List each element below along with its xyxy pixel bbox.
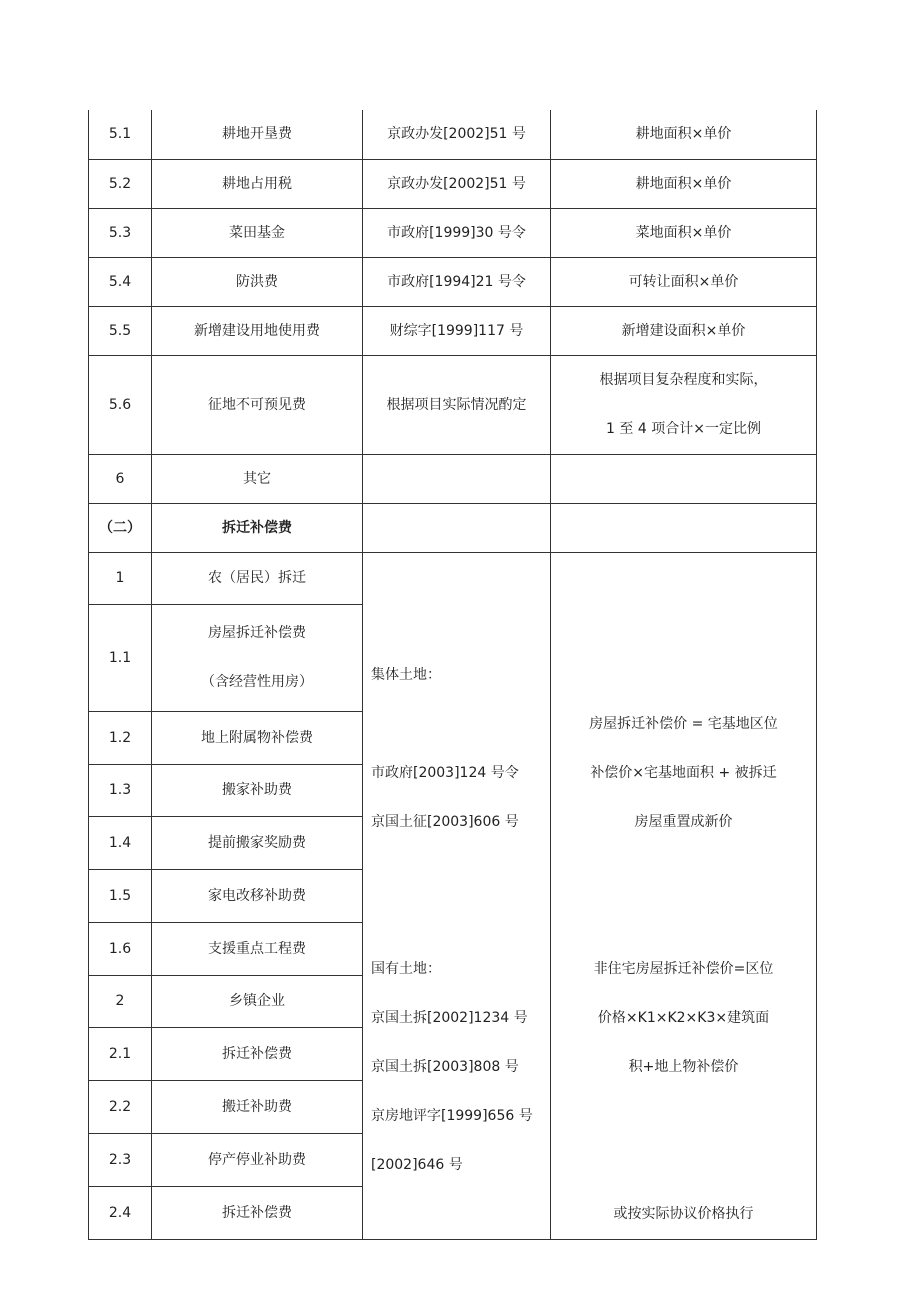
row-number: 5.5 (89, 306, 152, 355)
row-number: 6 (89, 454, 152, 503)
row-number: 1.1 (89, 605, 152, 712)
method-line: 价格×K1×K2×K3×建筑面 (597, 1009, 770, 1026)
basis-line: 京房地评字[1999]656 号 (371, 1107, 533, 1124)
table-row (89, 355, 817, 454)
basis-line (371, 847, 550, 896)
method-line: 根据项目复杂程度和实际， (599, 371, 768, 388)
table-row (89, 257, 817, 306)
item-name: 地上附属物补偿费 (152, 711, 363, 764)
method-line: 房屋重置成新价 (634, 813, 733, 830)
method-line (551, 1141, 816, 1190)
item-line: 房屋拆迁补偿费 (208, 625, 306, 642)
basis-text: 京政办发[2002]51 号 (363, 110, 551, 159)
item-name: 搬迁补助费 (152, 1081, 363, 1134)
item-name: 防洪费 (152, 257, 363, 306)
item-name: 乡镇企业 (152, 975, 363, 1028)
item-name: 提前搬家奖励费 (152, 817, 363, 870)
method-text (551, 355, 817, 454)
method-lines (551, 356, 816, 454)
method-line (551, 847, 816, 896)
compensation-fee-table (88, 110, 817, 1240)
item-line: （含经营性用房） (201, 674, 313, 691)
row-number: 1.4 (89, 817, 152, 870)
merged-basis-cell (363, 552, 551, 1239)
item-name: 耕地占用税 (152, 159, 363, 208)
basis-line: 集体土地： (371, 666, 441, 683)
item-name: 征地不可预见费 (152, 355, 363, 454)
method-text: 新增建设面积×单价 (551, 306, 817, 355)
item-name: 拆迁补偿费 (152, 1186, 363, 1239)
row-number: 2.2 (89, 1081, 152, 1134)
item-name: 拆迁补偿费 (152, 1028, 363, 1081)
basis-line: [2002]646 号 (371, 1156, 463, 1173)
method-line: 房屋拆迁补偿价 = 宅基地区位 (589, 715, 778, 732)
row-number: 1.3 (89, 764, 152, 817)
method-text (551, 503, 817, 552)
item-name: 菜田基金 (152, 208, 363, 257)
row-number: 5.2 (89, 159, 152, 208)
method-line: 或按实际协议价格执行 (613, 1205, 754, 1222)
item-name: 新增建设用地使用费 (152, 306, 363, 355)
basis-line (371, 700, 550, 749)
table-row (89, 454, 817, 503)
basis-text (363, 454, 551, 503)
row-number: 2.3 (89, 1133, 152, 1186)
method-text (551, 454, 817, 503)
section-number: （二） (89, 503, 152, 552)
basis-line: 国有土地： (371, 960, 441, 977)
item-lines (152, 609, 362, 707)
table-row (89, 306, 817, 355)
item-name: 家电改移补助费 (152, 870, 363, 923)
basis-line: 京国土征[2003]606 号 (371, 813, 519, 830)
basis-line: 京国土拆[2002]1234 号 (371, 1009, 528, 1026)
item-name: 耕地开垦费 (152, 110, 363, 159)
merged-method-cell (551, 552, 817, 1239)
method-line (551, 1092, 816, 1141)
row-number: 2.4 (89, 1186, 152, 1239)
table-row (89, 159, 817, 208)
table-row (89, 208, 817, 257)
method-line (551, 651, 816, 700)
row-number: 5.6 (89, 355, 152, 454)
basis-text: 市政府[1994]21 号令 (363, 257, 551, 306)
basis-line (371, 896, 550, 945)
basis-text: 市政府[1999]30 号令 (363, 208, 551, 257)
basis-line (371, 553, 550, 602)
method-text: 耕地面积×单价 (551, 159, 817, 208)
table-row (89, 110, 817, 159)
item-name: 支援重点工程费 (152, 922, 363, 975)
table-row (89, 552, 817, 605)
basis-text: 京政办发[2002]51 号 (363, 159, 551, 208)
method-line: 积+地上物补偿价 (628, 1058, 739, 1075)
row-number: 5.4 (89, 257, 152, 306)
section-header-row (89, 503, 817, 552)
row-number: 1.6 (89, 922, 152, 975)
basis-line (371, 1190, 550, 1239)
basis-line: 市政府[2003]124 号令 (371, 764, 519, 781)
method-text: 菜地面积×单价 (551, 208, 817, 257)
row-number: 2 (89, 975, 152, 1028)
row-number: 2.1 (89, 1028, 152, 1081)
basis-line (371, 602, 550, 651)
item-name (152, 605, 363, 712)
section-title: 拆迁补偿费 (152, 503, 363, 552)
item-name: 农（居民）拆迁 (152, 552, 363, 605)
method-line: 补偿价×宅基地面积 + 被拆迁 (590, 764, 777, 781)
row-number: 1.5 (89, 870, 152, 923)
item-name: 其它 (152, 454, 363, 503)
row-number: 5.3 (89, 208, 152, 257)
method-line: 1 至 4 项合计×一定比例 (606, 420, 761, 437)
method-line (551, 896, 816, 945)
method-line (551, 602, 816, 651)
row-number: 1 (89, 552, 152, 605)
method-line (551, 553, 816, 602)
row-number: 5.1 (89, 110, 152, 159)
method-line: 非住宅房屋拆迁补偿价=区位 (593, 960, 774, 977)
method-text: 耕地面积×单价 (551, 110, 817, 159)
basis-text (363, 503, 551, 552)
basis-text: 根据项目实际情况酌定 (363, 355, 551, 454)
row-number: 1.2 (89, 711, 152, 764)
basis-text: 财综字[1999]117 号 (363, 306, 551, 355)
method-text: 可转让面积×单价 (551, 257, 817, 306)
item-name: 搬家补助费 (152, 764, 363, 817)
basis-line: 京国土拆[2003]808 号 (371, 1058, 519, 1075)
item-name: 停产停业补助费 (152, 1133, 363, 1186)
